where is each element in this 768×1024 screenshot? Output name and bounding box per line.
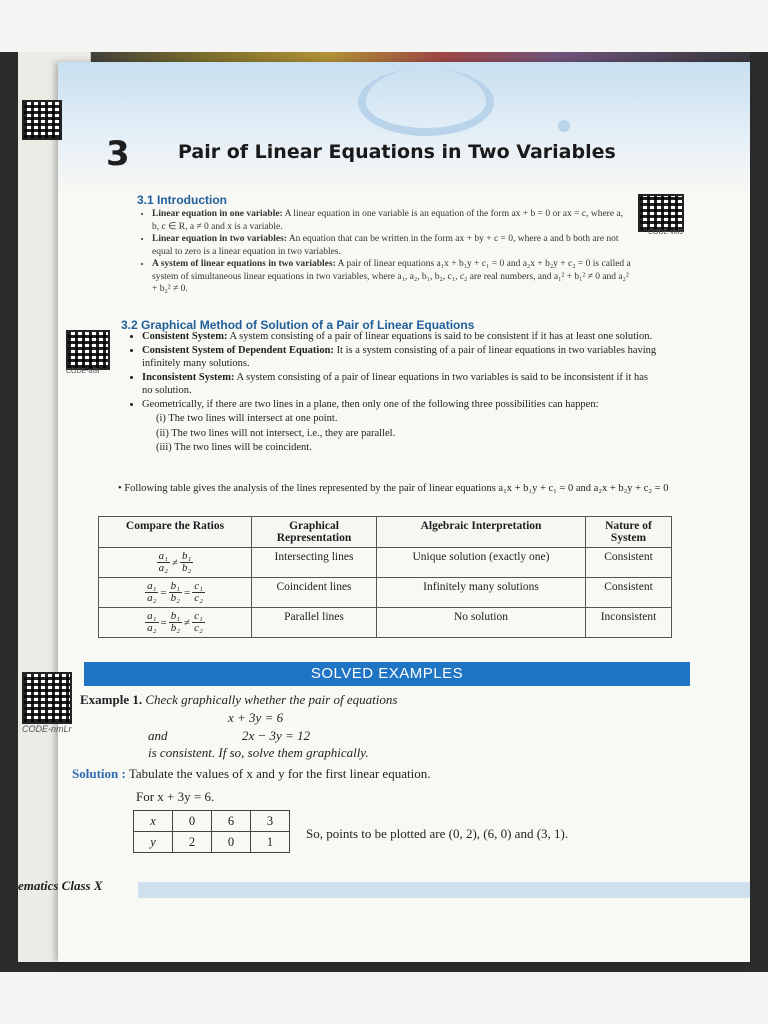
column-header: Compare the Ratios (99, 517, 252, 548)
numerator: c₁ (194, 610, 203, 622)
denominator: a₂ (147, 622, 157, 634)
qr-code-icon (22, 100, 62, 140)
denominator: b₂ (170, 592, 180, 604)
operator: ≠ (171, 556, 179, 569)
graphical-cell: Intersecting lines (252, 548, 377, 578)
fraction (169, 611, 182, 634)
bullet-text: A linear equation in one variable is an equation of the form ax + b = 0 or ax = c, where a, b, c ∈ R, a ≠ 0 and x is a variable. (152, 209, 624, 232)
and-word: and (148, 728, 168, 743)
operator: = (160, 586, 167, 599)
introduction-bullets (140, 208, 632, 296)
bullet-text: Geometrically, if there are two lines in a plane, then only one of the following three possibilities can happen: (142, 398, 599, 410)
equation-2: 2x − 3y = 12 (242, 728, 311, 743)
footer-band (138, 882, 750, 898)
denominator: c₂ (194, 622, 203, 634)
x-value: 0 (173, 811, 212, 832)
nature-cell: Consistent (586, 578, 672, 608)
x-value: 6 (212, 811, 251, 832)
x-label: x (134, 811, 173, 832)
table-header-row (99, 517, 672, 548)
chapter-number: 3 (106, 134, 130, 174)
x-row (134, 811, 290, 832)
equation-1: x + 3y = 6 (228, 710, 284, 725)
algebraic-cell: Infinitely many solutions (377, 578, 586, 608)
bullet-item (142, 398, 658, 412)
qr-code-icon (638, 194, 684, 232)
table-row (99, 548, 672, 578)
operator: = (183, 586, 191, 599)
nature-cell: Consistent (586, 548, 672, 578)
bullet-term: Linear equation in one variable: (152, 209, 283, 219)
footer-book-title: ematics Class X (18, 878, 103, 893)
fraction (180, 551, 193, 574)
decorative-arc (358, 68, 494, 136)
example-1 (80, 692, 397, 708)
consistent-text: is consistent. If so, solve them graphically. (148, 745, 369, 760)
bullet-term: Consistent System: (142, 331, 228, 342)
table-row (99, 578, 672, 608)
points-text: So, points to be plotted are (0, 2), (6, 0) and (3, 1). (306, 826, 569, 841)
example-text: Check graphically whether the pair of equations (145, 692, 398, 707)
ratio-cell (99, 608, 252, 638)
qr-code-icon (22, 672, 72, 724)
table-intro-text: • Following table gives the analysis of the lines represented by the pair of linear equations a₁x + b₁y + c₁ = 0 and a₂x + b₂y + c₂ = 0 (118, 483, 669, 494)
bullet-item (152, 258, 632, 296)
fraction (145, 581, 158, 604)
bullet-term: Consistent System of Dependent Equation: (142, 344, 334, 356)
bullet-text: It is a system consisting of a pair of linear equations in two variables having infinitely many solutions. (142, 344, 657, 369)
chapter-title: Pair of Linear Equations in Two Variables (178, 141, 616, 163)
denominator: b₂ (170, 622, 181, 634)
qr-code-label: CODE-nmLr (22, 724, 72, 734)
bullet-term: Linear equation in two variables: (152, 234, 287, 244)
ratio-analysis-table (98, 516, 672, 638)
table-row (99, 608, 672, 638)
fraction (169, 581, 182, 604)
column-header: Graphical Representation (252, 517, 377, 548)
y-row (134, 832, 290, 853)
xy-values-table (133, 810, 290, 853)
section-heading-graphical-method: 3.2 Graphical Method of Solution of a Pair of Linear Equations (121, 318, 475, 332)
denominator: c₂ (194, 592, 203, 604)
column-header: Algebraic Interpretation (377, 517, 586, 548)
numerator: b₁ (182, 550, 192, 562)
y-value: 2 (173, 832, 212, 853)
y-value: 0 (212, 832, 251, 853)
solution (72, 766, 430, 782)
denominator: b₂ (182, 562, 192, 574)
numerator: a₁ (147, 610, 157, 622)
chapter-header-band (58, 62, 750, 192)
numerator: c₁ (194, 580, 203, 592)
x-value: 3 (251, 811, 290, 832)
qr-code-label: CODE-vkl9 (648, 229, 684, 236)
qr-code-label: CODE-ai9r (66, 368, 101, 375)
bullet-text: A system consisting of a pair of linear equations is said to be consistent if it has at least one solution. (229, 331, 653, 342)
bullet-item (142, 344, 658, 371)
bullet-text: An equation that can be written in the form ax + by + c = 0, where a and b both are not equal to zero is a linear equation in two variables. (152, 234, 619, 257)
nature-cell: Inconsistent (586, 608, 672, 638)
column-header: Nature of System (586, 517, 672, 548)
qr-code-icon (66, 330, 110, 370)
operator: ≠ (184, 616, 191, 629)
operator: = (160, 616, 167, 629)
for-equation-text: For x + 3y = 6. (136, 789, 215, 804)
graphical-cell: Coincident lines (252, 578, 377, 608)
fraction (157, 551, 170, 574)
denominator: a₂ (158, 562, 168, 574)
bullet-item (142, 330, 658, 344)
denominator: a₂ (147, 592, 157, 604)
ratio-cell (99, 578, 252, 608)
bullet-term: A system of linear equations in two variables: (152, 259, 336, 269)
fraction (145, 611, 158, 634)
algebraic-cell: Unique solution (exactly one) (377, 548, 586, 578)
section-heading-introduction: 3.1 Introduction (137, 193, 227, 207)
possibility-item: (ii) The two lines will not intersect, i.e., they are parallel. (156, 427, 396, 439)
algebraic-cell: No solution (377, 608, 586, 638)
solution-text: Tabulate the values of x and y for the first linear equation. (128, 766, 431, 781)
solution-label: Solution : (72, 766, 126, 781)
bullet-item (142, 371, 658, 398)
possibility-item: (iii) The two lines will be coincident. (156, 442, 312, 453)
bullet-term: Inconsistent System: (142, 371, 235, 383)
bullet-item (152, 233, 632, 258)
fraction (192, 581, 205, 604)
numerator: b₁ (170, 610, 181, 622)
y-value: 1 (251, 832, 290, 853)
bullet-text: A system consisting of a pair of linear equations in two variables is said to be inconsistent if it has no solution. (142, 371, 648, 396)
numerator: a₁ (147, 580, 157, 592)
decorative-dot (558, 120, 570, 132)
graphical-method-bullets (130, 330, 658, 456)
y-label: y (134, 832, 173, 853)
bullet-item (152, 208, 632, 233)
bullet-text: A pair of linear equations a₁x + b₁y + c₁ = 0 and a₂x + b₂y + c₂ = 0 is called a system of simultaneous linear equations in two variables, where a₁, a₂, b₁, b₂, c₁, c₂ are real numbers, and a₁² + b₁² ≠ 0 and a₂² + b₂² ≠ 0. (152, 259, 631, 294)
numerator: a₁ (158, 550, 168, 562)
example-label: Example 1. (80, 692, 143, 707)
fraction (192, 611, 205, 634)
possibility-item: (i) The two lines will intersect at one point. (156, 413, 338, 424)
solved-examples-banner: SOLVED EXAMPLES (84, 662, 690, 686)
numerator: b₁ (170, 580, 180, 592)
ratio-cell (99, 548, 252, 578)
graphical-cell: Parallel lines (252, 608, 377, 638)
